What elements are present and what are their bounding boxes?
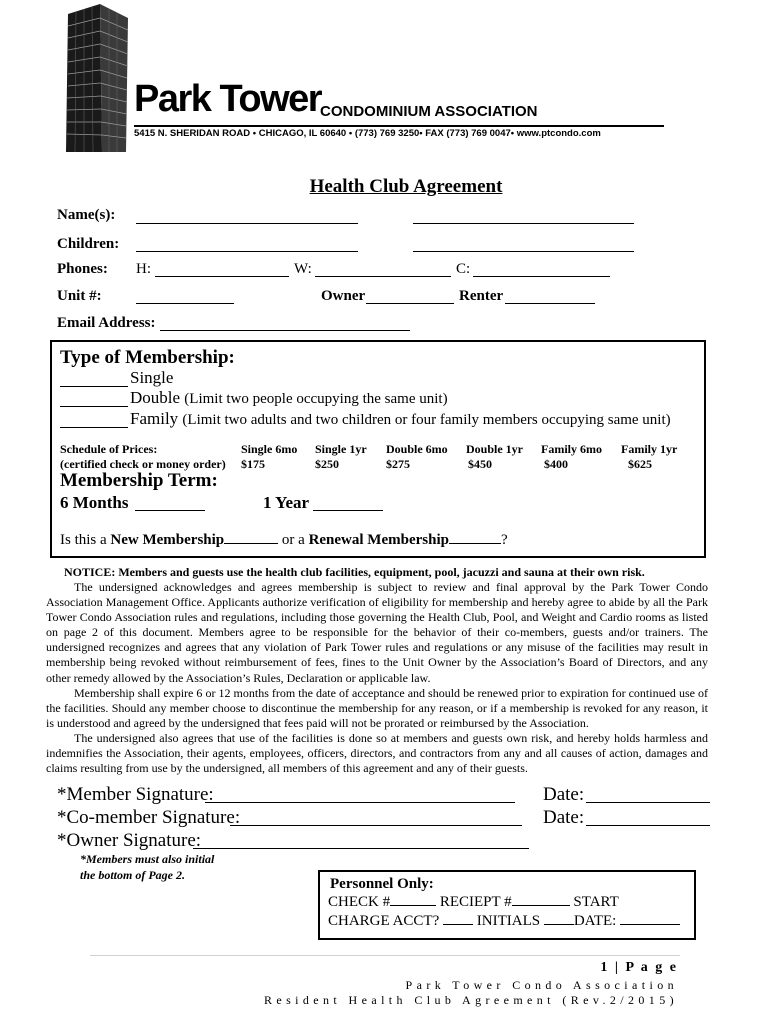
family-option-note: (Limit two adults and two children or four family members occupying same unit) [182,412,671,428]
member-signature-label: *Member Signature: [57,784,214,805]
price-col-name: Family 1yr [621,442,678,456]
term-1-year-blank[interactable] [313,510,383,511]
price-schedule-label: Schedule of Prices: [60,442,158,456]
owner-signature-field[interactable] [193,848,529,849]
footer-document-name: Resident Health Club Agreement (Rev.2/2015) [263,993,678,1007]
single-option-label: Single [130,368,174,387]
member-date-label: Date: [543,784,585,805]
phone-work-label: W: [294,261,312,277]
family-option-label: Family [130,409,179,428]
owner-signature-label: *Owner Signature: [57,830,202,851]
charge-account-field[interactable] [443,912,473,925]
comember-date-field[interactable] [586,825,710,826]
notice-paragraph: Membership shall expire 6 or 12 months from the date of acceptance and should be renewed prior to expiration for continued use of the facilities. Should any member choose to discontinue the membership for any reason, or if a membership is revoked for any reason, it is understood and agreed by the undersigned that fees paid will not be prorated or reimbursed by the Association. [46,685,708,730]
price-col-name: Single 1yr [315,442,367,456]
renewal-prefix: Is this a [60,532,107,548]
renewal-mid: or a [281,532,305,548]
personnel-date-field[interactable] [620,912,680,925]
price-col-value: $450 [468,457,492,471]
phone-work-field[interactable] [315,276,451,277]
price-payment-note: (certified check or money order) [60,457,226,471]
renewal-suffix: ? [500,532,508,548]
children-field-1[interactable] [136,251,358,252]
term-6-months-label: 6 Months [60,493,129,512]
family-option-blank[interactable] [60,427,128,428]
membership-term-heading: Membership Term: [60,470,218,491]
receipt-label: RECIEPT # [439,894,512,910]
double-option-blank[interactable] [60,406,128,407]
comember-date-label: Date: [543,807,585,828]
price-col-value: $175 [241,457,265,471]
initials-note-line: the bottom of Page 2. [80,868,185,882]
check-label: CHECK # [328,894,391,910]
price-col-value: $625 [628,457,652,471]
charge-account-label: CHARGE ACCT? [328,913,440,929]
page-number: 1 | P a g e [600,960,678,975]
single-option-blank[interactable] [60,386,128,387]
membership-type-heading: Type of Membership: [60,347,235,368]
double-option-note: (Limit two people occupying the same unit) [184,391,448,407]
building-icon [62,4,132,152]
children-field-2[interactable] [413,251,634,252]
footer-rule [90,955,680,956]
unit-label: Unit #: [57,288,102,304]
notice-heading: NOTICE: Members and guests use the health club facilities, equipment, pool, jacuzzi and sauna at their own risk. [64,565,645,579]
double-option [130,388,448,408]
personnel-row-1 [328,893,619,911]
initials-label: INITIALS [476,913,541,929]
comember-signature-field[interactable] [230,825,522,826]
personnel-heading: Personnel Only: [330,876,434,892]
personnel-row-2 [328,912,680,930]
term-1-year-label: 1 Year [263,493,310,512]
member-signature-field[interactable] [205,802,515,803]
header-address: 5415 N. SHERIDAN ROAD • CHICAGO, IL 60640 • (773) 769 3250• FAX (773) 769 0047• www.ptcondo.com [134,128,601,139]
initials-note [80,851,214,883]
name-field-1[interactable] [136,223,358,224]
phone-cell-label: C: [456,261,471,277]
phone-home-field[interactable] [155,276,289,277]
email-field[interactable] [160,330,410,331]
phones-label: Phones: [57,261,108,277]
start-label: START [573,894,619,910]
renewal-question [60,531,508,549]
price-col-name: Double 6mo [386,442,448,456]
price-col-value: $275 [386,457,410,471]
phone-home-label: H: [136,261,151,277]
check-field[interactable] [390,893,436,906]
unit-field[interactable] [136,303,234,304]
price-col-value: $250 [315,457,339,471]
renter-label: Renter [459,288,504,304]
owner-field[interactable] [366,303,454,304]
names-label: Name(s): [57,207,116,223]
new-membership-blank[interactable] [224,531,278,544]
initials-field[interactable] [544,912,574,925]
header-rule [134,125,664,127]
double-option-label: Double [130,388,181,407]
term-6-months-blank[interactable] [135,510,205,511]
comember-signature-label: *Co-member Signature: [57,807,241,828]
notice-paragraph: The undersigned also agrees that use of the facilities is done so at members and guests own risk, and hereby holds harmless and indemnifies the Association, their agents, employees, officers, directors, and contractors from any and all causes of action, damages and claims resulting from use by the undersigned, all members of this agreement and any of their guests. [46,730,708,776]
price-col-name: Family 6mo [541,442,602,456]
notice-body [46,580,708,776]
name-field-2[interactable] [413,223,634,224]
children-label: Children: [57,236,120,252]
owner-label: Owner [321,288,366,304]
initials-note-line: *Members must also initial [80,852,215,866]
phone-cell-field[interactable] [473,276,610,277]
renewal-membership-label: Renewal Membership [308,532,449,548]
price-col-value: $400 [544,457,568,471]
member-date-field[interactable] [586,802,710,803]
renewal-membership-blank[interactable] [449,531,501,544]
renter-field[interactable] [505,303,595,304]
price-col-name: Double 1yr [466,442,523,456]
family-option [130,409,671,429]
new-membership-label: New Membership [110,532,225,548]
document-title: Health Club Agreement [309,176,503,197]
notice-paragraph: The undersigned acknowledges and agrees membership is subject to review and final approval by the Park Tower Condo Association Management Office. Applicants authorize verification of eligibility for membership and hereby agree to abide by all the Park Tower Condo Association rules and regulations, including those governing the Health Club, Pool, and Weight and Cardio rooms as listed on page 2 of this document. Members agree to be responsible for the behavior of their co-members, guests and/or trainers. The undersigned recognizes and agrees that any violation of Park Tower rules and regulations or any misuse of the facilities may result in membership being revoked without reimbursement of fees, fines to the Unit Owner by the Association’s Board of Directors, and any other remedy allowed by the Association’s Rules, Declaration or applicable law. [46,580,708,685]
brand-name: Park Tower [134,78,322,120]
brand-subtitle: CONDOMINIUM ASSOCIATION [320,103,538,120]
receipt-field[interactable] [512,893,570,906]
footer-organization: Park Tower Condo Association [405,978,678,992]
personnel-date-label: DATE: [573,913,617,929]
email-label: Email Address: [57,315,156,331]
price-col-name: Single 6mo [241,442,298,456]
